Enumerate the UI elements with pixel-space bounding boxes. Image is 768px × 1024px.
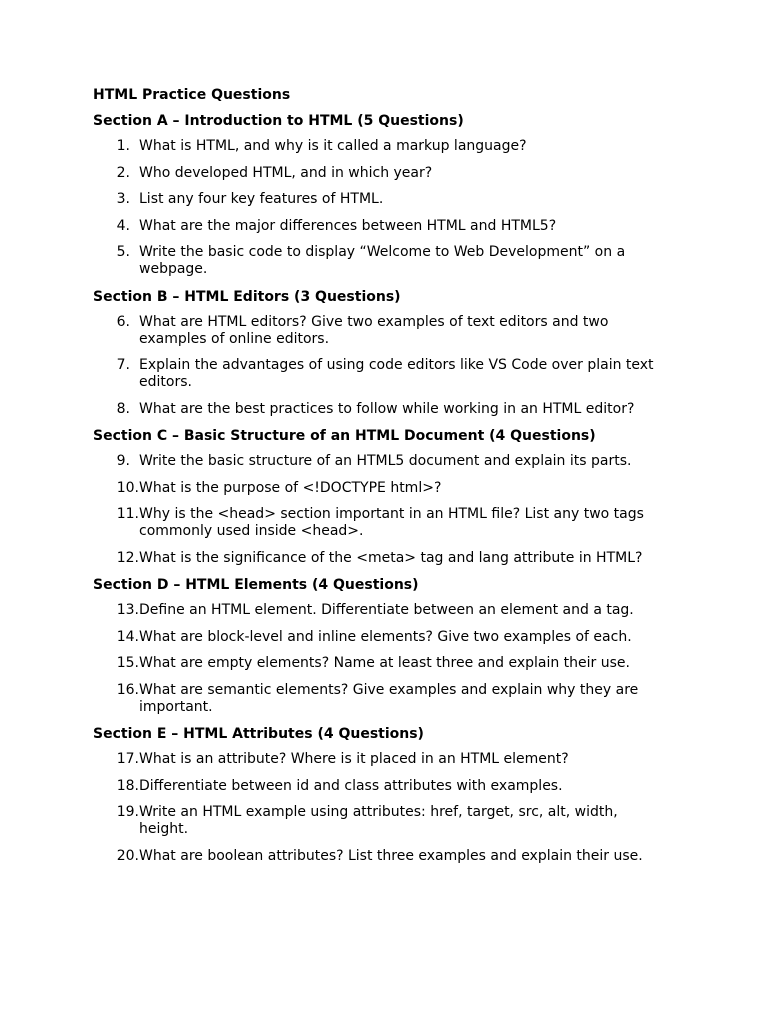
question-text: What are empty elements? Name at least three and explain their use. <box>139 655 630 671</box>
section-heading-b: Section B – HTML Editors (3 Questions) <box>93 288 401 305</box>
question-item <box>93 655 668 672</box>
question-list-b <box>93 314 668 418</box>
question-text: Write the basic code to display “Welcome to Web Development” on a webpage. <box>139 244 626 277</box>
question-text: Differentiate between id and class attributes with examples. <box>139 777 563 794</box>
question-number: 16. <box>116 681 139 698</box>
question-item <box>93 314 668 348</box>
section-heading-c: Section C – Basic Structure of an HTML Document (4 Questions) <box>93 428 596 444</box>
question-text: What is the significance of the <meta> tag and lang attribute in HTML? <box>139 549 643 566</box>
question-list-c <box>93 453 668 567</box>
question-list-d <box>93 602 668 716</box>
question-item <box>93 244 668 278</box>
question-number: 18. <box>116 777 139 794</box>
question-text: Why is the <head> section important in an HTML file? List any two tags commonly used inside <head>. <box>139 506 644 539</box>
question-number: 2. <box>116 164 130 181</box>
question-number: 3. <box>116 191 130 207</box>
question-item <box>93 480 668 497</box>
question-item <box>93 804 668 838</box>
question-number: 14. <box>116 628 139 645</box>
question-text: What is the purpose of <!DOCTYPE html>? <box>139 479 442 496</box>
question-text: Write the basic structure of an HTML5 document and explain its parts. <box>139 453 632 469</box>
question-number: 17. <box>116 751 139 767</box>
question-number: 1. <box>116 138 130 154</box>
question-item <box>93 629 668 646</box>
question-text: Write an HTML example using attributes: href, target, src, alt, width, height. <box>139 804 618 837</box>
question-number: 9. <box>116 453 130 469</box>
question-item <box>93 401 668 418</box>
question-number: 6. <box>116 313 130 330</box>
question-text: Define an HTML element. Differentiate between an element and a tag. <box>139 602 634 618</box>
question-number: 10. <box>116 479 139 496</box>
question-item <box>93 165 668 182</box>
question-number: 7. <box>116 357 130 373</box>
question-text: What are block-level and inline elements? Give two examples of each. <box>139 628 632 645</box>
question-number: 5. <box>116 244 130 260</box>
question-text: What are HTML editors? Give two examples of text editors and two examples of online editors. <box>139 313 609 347</box>
document-title: HTML Practice Questions <box>93 87 291 103</box>
question-item <box>93 453 668 470</box>
section-heading-e: Section E – HTML Attributes (4 Questions) <box>93 726 424 742</box>
question-number: 19. <box>116 804 139 820</box>
question-text: What are semantic elements? Give examples and explain why they are important. <box>139 681 639 715</box>
question-text: What is HTML, and why is it called a markup language? <box>139 138 527 154</box>
question-number: 8. <box>116 400 130 417</box>
question-item <box>93 218 668 235</box>
question-item <box>93 357 668 391</box>
question-item <box>93 848 668 865</box>
question-text: Explain the advantages of using code editors like VS Code over plain text editors. <box>139 357 654 390</box>
question-list-a <box>93 138 668 278</box>
question-number: 4. <box>116 217 130 234</box>
question-item <box>93 751 668 768</box>
question-item <box>93 602 668 619</box>
question-number: 20. <box>116 847 139 864</box>
question-list-e <box>93 751 668 865</box>
question-number: 13. <box>116 602 139 618</box>
question-item <box>93 506 668 540</box>
question-item <box>93 682 668 716</box>
question-text: What is an attribute? Where is it placed in an HTML element? <box>139 751 569 767</box>
question-number: 11. <box>116 506 139 522</box>
question-item <box>93 191 668 208</box>
question-text: What are boolean attributes? List three examples and explain their use. <box>139 847 643 864</box>
question-item <box>93 778 668 795</box>
question-text: What are the major differences between HTML and HTML5? <box>139 217 557 234</box>
question-number: 12. <box>116 549 139 566</box>
question-item <box>93 550 668 567</box>
question-text: List any four key features of HTML. <box>139 191 384 207</box>
question-item <box>93 138 668 155</box>
question-text: What are the best practices to follow while working in an HTML editor? <box>139 400 635 417</box>
question-text: Who developed HTML, and in which year? <box>139 164 433 181</box>
section-heading-a: Section A – Introduction to HTML (5 Questions) <box>93 113 464 129</box>
section-heading-d: Section D – HTML Elements (4 Questions) <box>93 577 419 593</box>
question-number: 15. <box>116 655 139 671</box>
